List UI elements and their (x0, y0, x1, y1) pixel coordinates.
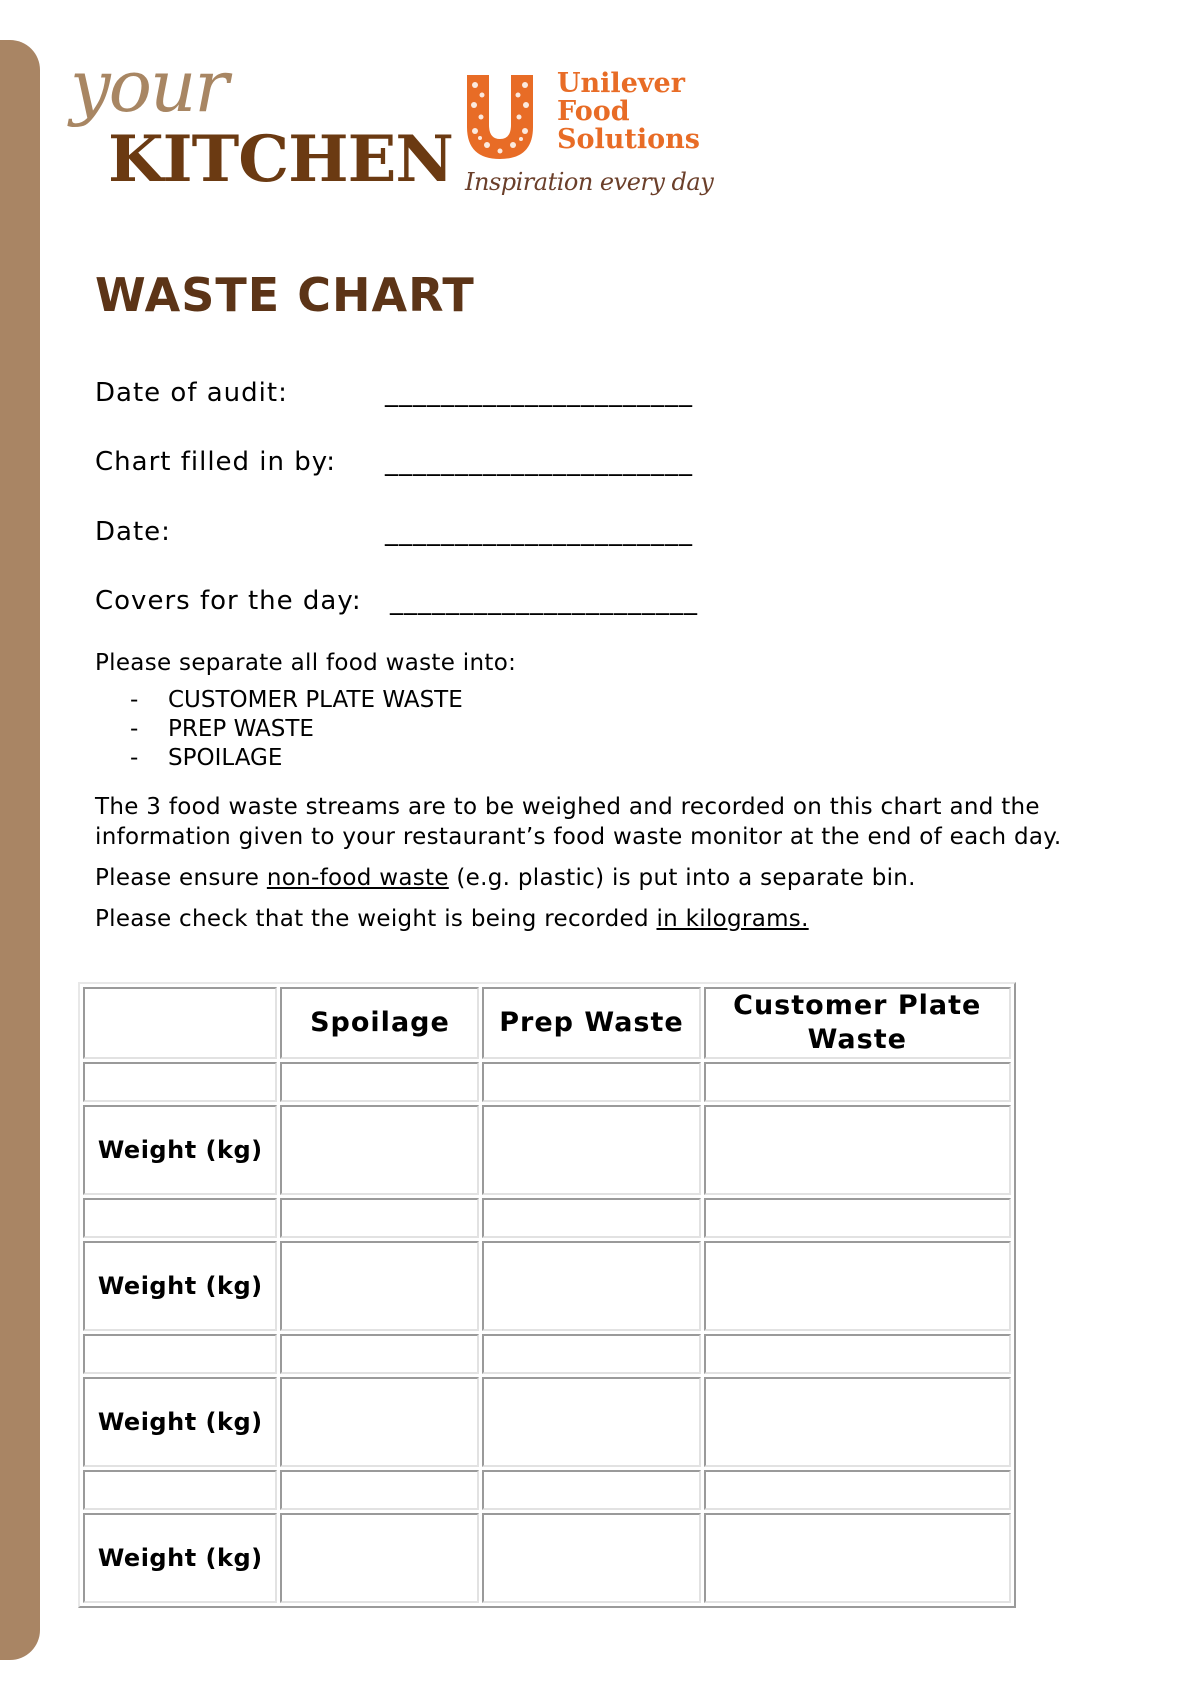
table-row-spacer (83, 1062, 1011, 1102)
brand-tagline: Inspiration every day (465, 168, 714, 196)
fill-in-line[interactable]: ______________________ (385, 447, 693, 477)
row-label: Weight (kg) (83, 1377, 277, 1467)
page-title: WASTE CHART (95, 268, 475, 322)
logo-your-text: your (70, 44, 227, 128)
list-item: - CUSTOMER PLATE WASTE (130, 687, 463, 713)
brand-name-line3: Solutions (557, 124, 700, 155)
table-row-spacer (83, 1334, 1011, 1374)
field-label: Date of audit: (95, 378, 288, 408)
customer-plate-waste-cell[interactable] (704, 1198, 1011, 1238)
prep-waste-cell[interactable] (482, 1470, 700, 1510)
field-label: Date: (95, 517, 171, 547)
waste-categories-list (130, 686, 463, 773)
weighing-instruction: The 3 food waste streams are to be weighed and recorded on this chart and the information given to your restaurant’s food waste monitor at the end of each day. (95, 794, 1062, 850)
fill-in-line[interactable]: ______________________ (390, 586, 698, 616)
spoilage-weight-cell[interactable] (280, 1241, 479, 1331)
table-row-weight (83, 1105, 1011, 1195)
table-header-row (83, 987, 1011, 1059)
unilever-u-icon (465, 73, 535, 161)
customer-plate-waste-weight-cell[interactable] (704, 1105, 1011, 1195)
customer-plate-waste-cell[interactable] (704, 1470, 1011, 1510)
waste-table (78, 982, 1016, 1608)
field-label: Covers for the day: (95, 586, 362, 616)
date-field[interactable] (95, 517, 693, 547)
field-label: Chart filled in by: (95, 447, 337, 477)
spoilage-cell[interactable] (280, 1062, 479, 1102)
customer-plate-waste-weight-cell[interactable] (704, 1513, 1011, 1603)
brand-name-line2: Food (557, 96, 630, 127)
row-label: Weight (kg) (83, 1513, 277, 1603)
customer-plate-waste-weight-cell[interactable] (704, 1241, 1011, 1331)
header-customer-plate-waste: Customer Plate Waste (704, 987, 1011, 1059)
prep-waste-cell[interactable] (482, 1198, 700, 1238)
spoilage-weight-cell[interactable] (280, 1105, 479, 1195)
covers-for-the-day-field[interactable] (95, 586, 698, 616)
brand-name-line1: Unilever (557, 68, 685, 99)
logo-kitchen-text: KITCHEN (108, 122, 453, 197)
header-prep-waste: Prep Waste (482, 987, 700, 1059)
row-label: Weight (kg) (83, 1105, 277, 1195)
row-label: Weight (kg) (83, 1241, 277, 1331)
table-row-spacer (83, 1198, 1011, 1238)
table-row-spacer (83, 1470, 1011, 1510)
prep-waste-weight-cell[interactable] (482, 1105, 700, 1195)
prep-waste-weight-cell[interactable] (482, 1513, 700, 1603)
table-row-weight (83, 1241, 1011, 1331)
unilever-food-solutions-logo (465, 70, 885, 200)
table-row-weight (83, 1513, 1011, 1603)
separate-intro: Please separate all food waste into: (95, 650, 517, 676)
customer-plate-waste-weight-cell[interactable] (704, 1377, 1011, 1467)
prep-waste-cell[interactable] (482, 1334, 700, 1374)
fill-in-line[interactable]: ______________________ (385, 517, 693, 547)
list-item: - SPOILAGE (130, 745, 283, 771)
date-of-audit-field[interactable] (95, 378, 693, 408)
row-label (83, 1062, 277, 1102)
header-cell-blank (83, 987, 277, 1059)
spoilage-cell[interactable] (280, 1198, 479, 1238)
header-spoilage: Spoilage (280, 987, 479, 1059)
prep-waste-cell[interactable] (482, 1062, 700, 1102)
row-label (83, 1198, 277, 1238)
row-label (83, 1470, 277, 1510)
decorative-side-bar (0, 40, 40, 1660)
kilograms-instruction: Please check that the weight is being recorded in kilograms. (95, 906, 809, 932)
spoilage-weight-cell[interactable] (280, 1513, 479, 1603)
list-item: - PREP WASTE (130, 716, 314, 742)
fill-in-line[interactable]: ______________________ (385, 378, 693, 408)
customer-plate-waste-cell[interactable] (704, 1334, 1011, 1374)
customer-plate-waste-cell[interactable] (704, 1062, 1011, 1102)
non-food-waste-instruction: Please ensure non-food waste (e.g. plastic) is put into a separate bin. (95, 865, 916, 891)
row-label (83, 1334, 277, 1374)
spoilage-cell[interactable] (280, 1470, 479, 1510)
chart-filled-in-by-field[interactable] (95, 447, 693, 477)
table-row-weight (83, 1377, 1011, 1467)
prep-waste-weight-cell[interactable] (482, 1377, 700, 1467)
spoilage-cell[interactable] (280, 1334, 479, 1374)
spoilage-weight-cell[interactable] (280, 1377, 479, 1467)
prep-waste-weight-cell[interactable] (482, 1241, 700, 1331)
